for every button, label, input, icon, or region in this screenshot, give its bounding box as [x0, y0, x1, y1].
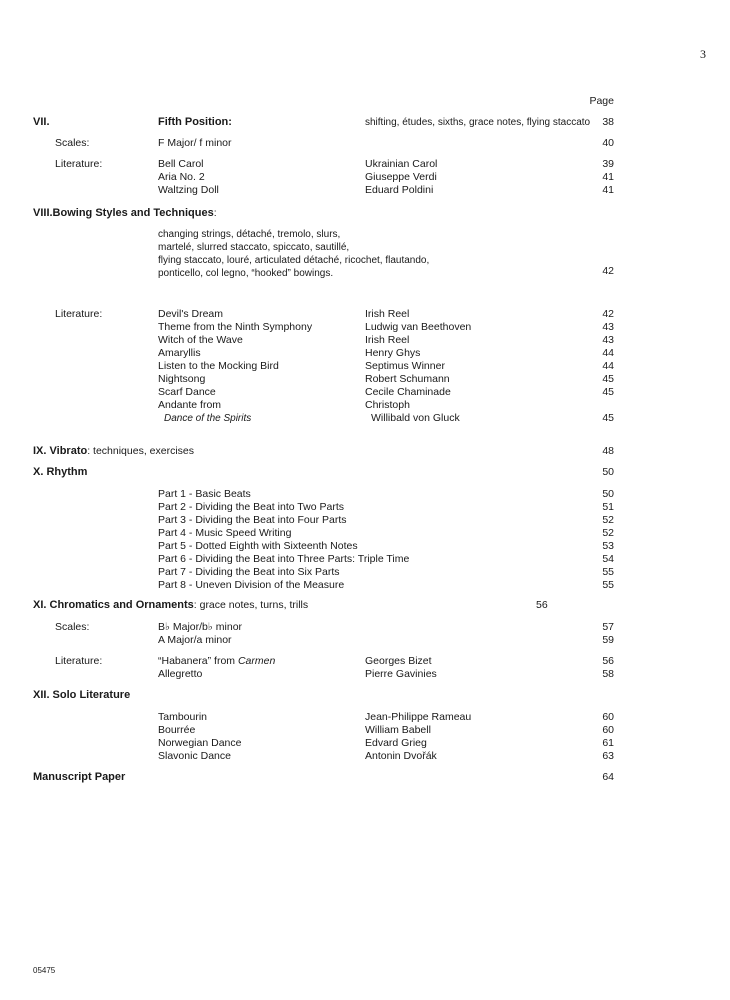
section-viii-titles: [158, 308, 312, 425]
list-item: Devil's Dream: [158, 308, 224, 320]
list-item: Part 5 - Dotted Eighth with Sixteenth Notes: [158, 540, 358, 552]
section-vii-scales-page: 40: [602, 137, 614, 149]
list-item: 39: [602, 158, 614, 170]
section-xi-lit-label: Literature:: [55, 655, 103, 667]
section-viii-pages: [560, 308, 614, 399]
section-vii-titles: [158, 158, 219, 197]
list-item: martelé, slurred staccato, spiccato, sautillé,: [158, 242, 350, 253]
list-item: 41: [602, 184, 614, 196]
list-item: Aria No. 2: [158, 171, 205, 183]
list-item: Jean-Philippe Rameau: [365, 711, 472, 723]
section-viii-description: [158, 228, 429, 280]
list-item: Scarf Dance: [158, 386, 216, 398]
list-item: 43: [602, 321, 614, 333]
list-item: Bourrée: [158, 724, 196, 736]
section-vii-pages: [560, 158, 614, 197]
list-item: 52: [602, 527, 614, 539]
section-x-page: 50: [602, 466, 614, 478]
section-vii-scales-value: F Major/ f minor: [158, 137, 232, 149]
list-item: Listen to the Mocking Bird: [158, 360, 279, 372]
list-item: Tambourin: [158, 711, 208, 723]
list-item: “Habanera” from Carmen: [158, 655, 276, 667]
flat-symbol: ♭: [207, 621, 213, 633]
list-item: Andante from: [158, 399, 222, 411]
section-vii-page: 38: [602, 116, 614, 128]
section-xii-titles: [158, 711, 241, 763]
list-item: Giuseppe Verdi: [365, 171, 437, 183]
list-item: Theme from the Ninth Symphony: [158, 321, 313, 333]
footer-code: 05475: [33, 966, 56, 975]
list-item: Part 8 - Uneven Division of the Measure: [158, 579, 345, 591]
list-item: Slavonic Dance: [158, 750, 231, 762]
list-item: Allegretto: [158, 668, 203, 680]
section-ix-heading: IX. Vibrato: techniques, exercises: [33, 445, 195, 457]
list-item: ponticello, col legno, “hooked” bowings.: [158, 268, 334, 279]
manuscript-heading: Manuscript Paper: [33, 771, 126, 783]
list-item: Waltzing Doll: [158, 184, 219, 196]
list-item: Irish Reel: [365, 308, 410, 320]
list-item: 45: [602, 386, 614, 398]
list-item: 60: [602, 724, 614, 736]
section-vii-scales-label: Scales:: [55, 137, 90, 149]
list-item: 41: [602, 171, 614, 183]
list-item: 55: [602, 566, 614, 578]
list-item: William Babell: [365, 724, 431, 736]
section-xi-page: 56: [536, 599, 548, 611]
list-item: Septimus Winner: [365, 360, 445, 372]
list-item: Georges Bizet: [365, 655, 432, 667]
section-viii-desc-page: 42: [602, 265, 614, 277]
list-item: Ukrainian Carol: [365, 158, 438, 170]
list-item: Part 2 - Dividing the Beat into Two Parts: [158, 501, 344, 513]
list-item: Edvard Grieg: [365, 737, 427, 749]
list-item: 61: [602, 737, 614, 749]
list-item: Nightsong: [158, 373, 206, 385]
section-xii-composers: [365, 711, 471, 763]
list-item: 45: [602, 373, 614, 385]
list-item: 43: [602, 334, 614, 346]
list-item: Dance of the Spirits: [164, 413, 252, 424]
section-xi-scales-pages: [560, 621, 614, 647]
section-vii-composers: [365, 158, 437, 197]
section-vii-number: VII.: [33, 116, 50, 128]
list-item: 57: [602, 621, 614, 633]
list-item: 51: [602, 501, 614, 513]
list-item: Witch of the Wave: [158, 334, 243, 346]
list-item: B♭ Major/b♭ minor: [158, 621, 243, 633]
list-item: Amaryllis: [158, 347, 201, 359]
manuscript-page: 64: [602, 771, 614, 783]
list-item: Antonin Dvořák: [365, 750, 437, 762]
section-vii-topics: shifting, études, sixths, grace notes, flying staccato: [365, 117, 591, 128]
list-item: Bell Carol: [158, 158, 204, 170]
list-item: Part 1 - Basic Beats: [158, 488, 251, 500]
section-viii-lit-label: Literature:: [55, 308, 103, 320]
section-x-parts: [158, 488, 409, 592]
list-item: Cecile Chaminade: [365, 386, 451, 398]
list-item: Henry Ghys: [365, 347, 421, 359]
list-item: 63: [602, 750, 614, 762]
list-item: changing strings, détaché, tremolo, slurs,: [158, 229, 341, 240]
section-ix-page: 48: [602, 445, 614, 457]
page-column-header: Page: [589, 95, 614, 107]
list-item: A Major/a minor: [158, 634, 232, 646]
section-vii-lit-label: Literature:: [55, 158, 103, 170]
section-xii-pages: [560, 711, 614, 763]
list-item: 52: [602, 514, 614, 526]
list-item: 59: [602, 634, 614, 646]
list-item: Part 3 - Dividing the Beat into Four Parts: [158, 514, 347, 526]
section-xi-scales: [158, 621, 242, 647]
list-item: Irish Reel: [365, 334, 410, 346]
list-item: 56: [602, 655, 614, 667]
section-x-heading: X. Rhythm: [33, 466, 88, 478]
page-number: 3: [700, 47, 706, 61]
list-item: 50: [602, 488, 614, 500]
list-item: 55: [602, 579, 614, 591]
list-item: Willibald von Gluck: [371, 412, 460, 424]
section-xi-scales-label: Scales:: [55, 621, 90, 633]
list-item: Part 6 - Dividing the Beat into Three Parts: Triple Time: [158, 553, 410, 565]
list-item: Pierre Gavinies: [365, 668, 437, 680]
list-item: Part 7 - Dividing the Beat into Six Parts: [158, 566, 340, 578]
section-vii-title: Fifth Position:: [158, 116, 232, 128]
list-item: Robert Schumann: [365, 373, 450, 385]
list-item: 44: [602, 347, 614, 359]
section-viii-last-page: 45: [602, 412, 614, 424]
list-item: Christoph: [365, 399, 410, 411]
list-item: flying staccato, louré, articulated détaché, ricochet, flautando,: [158, 255, 430, 266]
section-xii-heading: XII. Solo Literature: [33, 689, 131, 701]
list-item: 58: [602, 668, 614, 680]
list-item: Part 4 - Music Speed Writing: [158, 527, 292, 539]
list-item: 54: [602, 553, 614, 565]
section-xi-heading: XI. Chromatics and Ornaments: grace notes, turns, trills: [33, 599, 309, 611]
list-item: 44: [602, 360, 614, 372]
section-xi-composers: [365, 655, 437, 681]
section-x-pages: [560, 488, 614, 592]
section-viii-heading: VIII.Bowing Styles and Techniques:: [33, 207, 217, 219]
list-item: Eduard Poldini: [365, 184, 434, 196]
section-viii-composers: [365, 308, 471, 425]
section-xi-lit-pages: [560, 655, 614, 681]
list-item: 53: [602, 540, 614, 552]
flat-symbol: ♭: [165, 621, 170, 633]
list-item: 42: [602, 308, 614, 320]
section-xi-titles: [158, 655, 275, 681]
list-item: Norwegian Dance: [158, 737, 242, 749]
list-item: Ludwig van Beethoven: [365, 321, 472, 333]
list-item: 60: [602, 711, 614, 723]
